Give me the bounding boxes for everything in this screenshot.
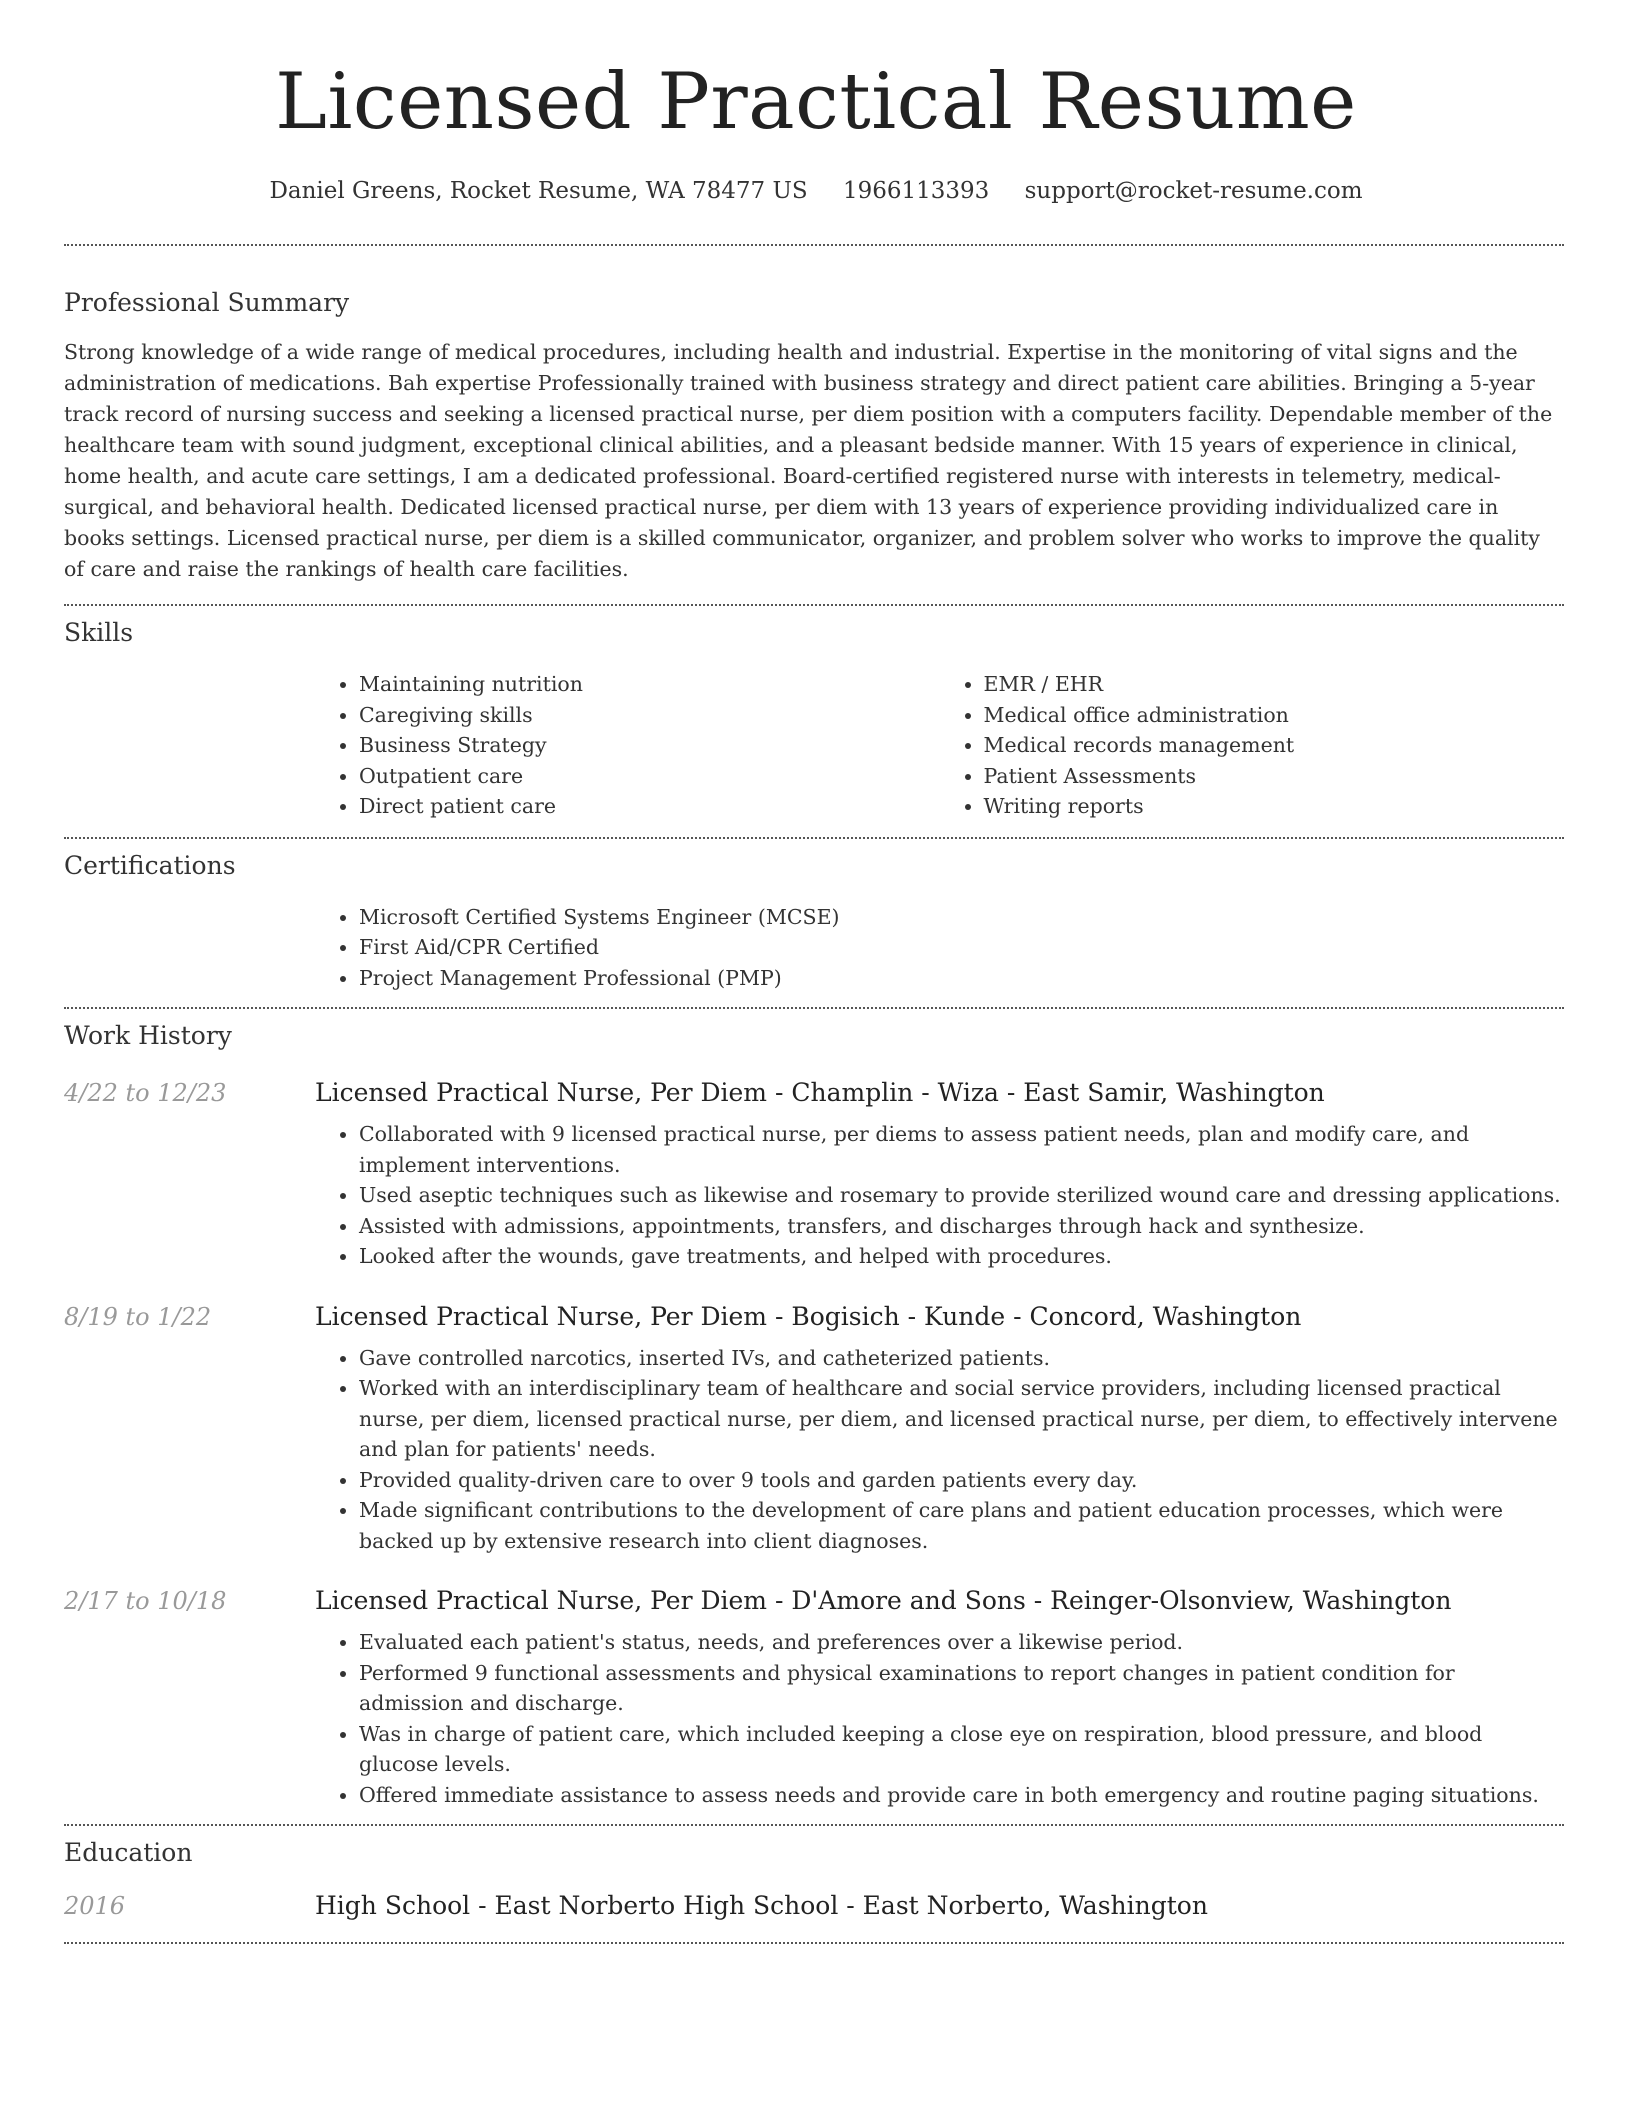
skills-list-right <box>940 669 1565 822</box>
education-heading: Education <box>64 1838 193 1867</box>
job-header <box>64 1302 1564 1331</box>
job-bullet: • Provided quality-driven care to over 9 tools and garden patients every day. <box>359 1465 1564 1496</box>
skill-item: • Outpatient care <box>359 761 940 792</box>
education-title: High School - East Norberto High School - East Norberto, Washington <box>315 1891 1208 1920</box>
skill-item: • Writing reports <box>984 791 1565 822</box>
skill-item: • Medical records management <box>984 730 1565 761</box>
education-entry <box>64 1891 1564 1920</box>
job-dates: 4/22 to 12/23 <box>64 1079 227 1107</box>
job-header <box>64 1078 1564 1107</box>
skill-item: • Medical office administration <box>984 700 1565 731</box>
job-title: Licensed Practical Nurse, Per Diem - Champlin - Wiza - East Samir, Washington <box>315 1078 1325 1107</box>
divider <box>64 604 1564 606</box>
job-bullet: • Assisted with admissions, appointments, transfers, and discharges through hack and synthesize. <box>359 1211 1564 1242</box>
job-bullet: • Gave controlled narcotics, inserted IVs, and catheterized patients. <box>359 1343 1564 1374</box>
contact-email: support@rocket-resume.com <box>1024 178 1363 204</box>
divider <box>64 837 1564 839</box>
skill-item: • Business Strategy <box>359 730 940 761</box>
resume-title: Licensed Practical Resume <box>275 57 1357 147</box>
skill-item: • Maintaining nutrition <box>359 669 940 700</box>
job-bullet: • Evaluated each patient's status, needs, and preferences over a likewise period. <box>359 1627 1564 1658</box>
summary-heading: Professional Summary <box>64 288 350 317</box>
education-section <box>64 1838 1564 1920</box>
job-bullets <box>315 1119 1564 1272</box>
job-bullet: • Looked after the wounds, gave treatments, and helped with procedures. <box>359 1241 1564 1272</box>
job-entry <box>64 1302 1564 1557</box>
contact-phone: 1966113393 <box>842 178 990 204</box>
summary-text: Strong knowledge of a wide range of medical procedures, including health and industrial. Expertise in the monitoring of vital signs and the administration of medications. Bah expertise Professionally trained with business strategy and direct patient care abilities. Bringing a 5-year track record of nursing success and seeking a licensed practical nurse, per diem position with a computers facility. Dependable member of the healthcare team with sound judgment, exceptional clinical abilities, and a pleasant bedside manner. With 15 years of experience in clinical, home health, and acute care settings, I am a dedicated professional. Board-certified registered nurse with interests in telemetry, medical-surgical, and behavioral health. Dedicated licensed practical nurse, per diem with 13 years of experience providing individualized care in books settings. Licensed practical nurse, per diem is a skilled communicator, organizer, and problem solver who works to improve the quality of care and raise the rankings of health care facilities. <box>64 340 1553 581</box>
job-bullet: • Worked with an interdisciplinary team of healthcare and social service providers, including licensed practical nurse, per diem, licensed practical nurse, per diem, and licensed practical nurse, per diem, to effectively intervene and plan for patients' needs. <box>359 1373 1564 1465</box>
job-bullet: • Performed 9 functional assessments and physical examinations to report changes in patient condition for admission and discharge. <box>359 1658 1564 1719</box>
contact-address: Daniel Greens, Rocket Resume, WA 78477 US <box>269 178 808 204</box>
skills-columns <box>315 669 1564 822</box>
job-title: Licensed Practical Nurse, Per Diem - Bogisich - Kunde - Concord, Washington <box>315 1301 1302 1331</box>
skills-list-left <box>315 669 940 822</box>
job-bullet: • Made significant contributions to the development of care plans and patient education processes, which were backed up by extensive research into client diagnoses. <box>359 1495 1564 1556</box>
certifications-section <box>64 851 1564 994</box>
divider <box>64 1007 1564 1009</box>
job-bullets <box>315 1343 1564 1557</box>
job-header <box>64 1586 1564 1615</box>
job-dates: 8/19 to 1/22 <box>64 1302 212 1331</box>
job-bullet: • Collaborated with 9 licensed practical nurse, per diems to assess patient needs, plan and modify care, and implement interventions. <box>359 1119 1564 1180</box>
job-title: Licensed Practical Nurse, Per Diem - D'Amore and Sons - Reinger-Olsonview, Washington <box>315 1586 1452 1615</box>
certifications-list <box>315 902 1564 994</box>
work-heading: Work History <box>64 1021 232 1050</box>
divider <box>64 1824 1564 1826</box>
skill-item: • Caregiving skills <box>359 700 940 731</box>
certification-item: • First Aid/CPR Certified <box>359 932 1564 963</box>
certification-item: • Project Management Professional (PMP) <box>359 963 1564 994</box>
summary-section <box>64 288 1564 585</box>
job-bullet: • Used aseptic techniques such as likewise and rosemary to provide sterilized wound care and dressing applications. <box>359 1180 1564 1211</box>
education-dates: 2016 <box>64 1892 126 1920</box>
work-section <box>64 1021 1564 1810</box>
job-dates: 2/17 to 10/18 <box>64 1587 227 1615</box>
divider <box>64 244 1564 246</box>
skills-heading: Skills <box>64 618 134 647</box>
skills-section <box>64 618 1564 822</box>
certifications-heading: Certifications <box>64 850 236 880</box>
job-bullet: • Offered immediate assistance to assess needs and provide care in both emergency and routine paging situations. <box>359 1780 1564 1811</box>
divider <box>64 1942 1564 1944</box>
job-entry <box>64 1586 1564 1810</box>
job-bullet: • Was in charge of patient care, which included keeping a close eye on respiration, blood pressure, and blood glucose levels. <box>359 1719 1564 1780</box>
skill-item: • Patient Assessments <box>984 761 1565 792</box>
certification-item: • Microsoft Certified Systems Engineer (MCSE) <box>359 902 1564 933</box>
skill-item: • Direct patient care <box>359 791 940 822</box>
skill-item: • EMR / EHR <box>984 669 1565 700</box>
contact-line <box>0 178 1632 204</box>
job-entry <box>64 1078 1564 1272</box>
job-bullets <box>315 1627 1564 1810</box>
